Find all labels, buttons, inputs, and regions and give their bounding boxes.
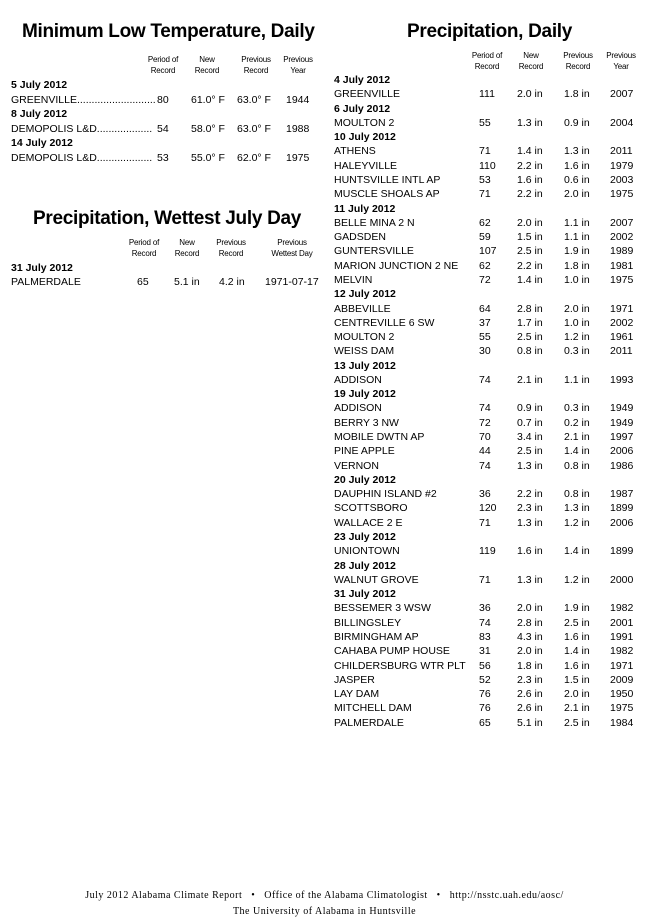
previous-record: 0.2 in bbox=[564, 416, 590, 429]
station-name: ADDISON bbox=[334, 373, 382, 386]
table-row bbox=[334, 516, 644, 530]
new-record: 0.7 in bbox=[517, 416, 543, 429]
previous-year: 2001 bbox=[610, 616, 634, 629]
new-record: 4.3 in bbox=[517, 630, 543, 643]
new-record: 2.0 in bbox=[517, 602, 543, 615]
date-heading: 13 July 2012 bbox=[334, 359, 396, 372]
previous-record: 1.5 in bbox=[564, 673, 590, 686]
new-record: 2.1 in bbox=[517, 373, 543, 386]
period-of-record: 53 bbox=[479, 174, 491, 186]
period-of-record: 30 bbox=[479, 345, 491, 358]
new-record: 2.2 in bbox=[517, 259, 543, 272]
table-row bbox=[334, 487, 644, 501]
table-row bbox=[334, 687, 644, 701]
station-name: JASPER bbox=[334, 673, 375, 686]
station-name: PINE APPLE bbox=[334, 445, 395, 458]
station-name: LAY DAM bbox=[334, 688, 380, 700]
previous-record: 1.8 in bbox=[564, 259, 590, 272]
previous-record: 0.3 in bbox=[564, 402, 590, 415]
period-of-record: 80 bbox=[157, 93, 169, 106]
previous-year: 1991 bbox=[610, 630, 634, 643]
period-of-record: 44 bbox=[479, 445, 491, 458]
new-record: 2.0 in bbox=[517, 88, 543, 101]
period-of-record: 71 bbox=[479, 188, 491, 201]
table-row bbox=[334, 230, 644, 244]
period-of-record: 64 bbox=[479, 302, 491, 315]
previous-year: 1975 bbox=[610, 273, 634, 286]
station-name: HUNTSVILLE INTL AP bbox=[334, 174, 441, 186]
station-name: GUNTERSVILLE bbox=[334, 245, 414, 258]
previous-year: 1987 bbox=[610, 488, 634, 501]
station-name: VERNON bbox=[334, 459, 379, 472]
table-row bbox=[334, 716, 644, 730]
new-record: 1.6 in bbox=[517, 174, 543, 186]
table-row bbox=[334, 302, 644, 316]
min-low-header-period: Period of Record bbox=[147, 55, 179, 75]
previous-record: 2.0 in bbox=[564, 302, 590, 315]
wettest-title: Precipitation, Wettest July Day bbox=[33, 208, 302, 229]
station-name: BERRY 3 NW bbox=[334, 416, 399, 429]
previous-record: 0.6 in bbox=[564, 174, 590, 186]
previous-record: 1.2 in bbox=[564, 573, 590, 586]
previous-record: 2.5 in bbox=[564, 616, 590, 629]
date-heading: 12 July 2012 bbox=[334, 288, 396, 301]
period-of-record: 107 bbox=[479, 245, 497, 258]
new-record: 58.0° F bbox=[191, 122, 225, 135]
period-of-record: 74 bbox=[479, 402, 491, 415]
period-of-record: 36 bbox=[479, 488, 491, 501]
previous-record: 1.8 in bbox=[564, 88, 590, 101]
table-row bbox=[11, 275, 331, 289]
table-row bbox=[334, 416, 644, 430]
precip-header-new: New Record bbox=[518, 51, 544, 71]
new-record: 3.4 in bbox=[517, 431, 543, 443]
table-row bbox=[334, 459, 644, 473]
new-record: 2.0 in bbox=[517, 645, 543, 658]
previous-record: 1.2 in bbox=[564, 516, 590, 529]
period-of-record: 56 bbox=[479, 659, 491, 672]
period-of-record: 119 bbox=[479, 545, 496, 558]
period-of-record: 72 bbox=[479, 416, 491, 429]
table-row bbox=[11, 122, 331, 136]
table-row bbox=[11, 151, 331, 165]
table-row bbox=[334, 159, 644, 173]
previous-year: 1949 bbox=[610, 416, 634, 429]
station-name: GREENVILLE bbox=[334, 88, 400, 101]
previous-year: 2011 bbox=[610, 345, 633, 358]
table-row bbox=[334, 444, 644, 458]
table-row bbox=[334, 344, 644, 358]
new-record: 1.3 in bbox=[517, 116, 543, 129]
station-name: UNIONTOWN bbox=[334, 545, 400, 558]
previous-year: 1971 bbox=[610, 302, 634, 315]
table-row bbox=[334, 630, 644, 644]
station-name: GADSDEN bbox=[334, 231, 386, 244]
min-low-header-new: New Record bbox=[194, 55, 220, 75]
precip-header-year: Previous Year bbox=[606, 51, 636, 71]
period-of-record: 62 bbox=[479, 216, 491, 229]
previous-year: 2002 bbox=[610, 231, 634, 244]
previous-year: 1975 bbox=[286, 151, 310, 164]
station-name: CAHABA PUMP HOUSE bbox=[334, 645, 450, 658]
new-record: 2.5 in bbox=[517, 445, 543, 458]
previous-record: 1.3 in bbox=[564, 145, 590, 158]
station-label: GREENVILLE bbox=[11, 93, 77, 106]
previous-year: 2003 bbox=[610, 174, 634, 186]
previous-year: 1949 bbox=[610, 402, 634, 415]
date-heading: 11 July 2012 bbox=[334, 202, 396, 215]
new-record: 1.3 in bbox=[517, 573, 543, 586]
station-name: MITCHELL DAM bbox=[334, 702, 412, 715]
period-of-record: 65 bbox=[137, 276, 149, 288]
station-name: MOBILE DWTN AP bbox=[334, 431, 425, 443]
previous-year: 2009 bbox=[610, 673, 634, 686]
min-low-header-year: Previous Year bbox=[283, 55, 313, 75]
new-record: 2.3 in bbox=[517, 502, 543, 515]
footer-line-1: July 2012 Alabama Climate Report • Office of the Alabama Climatologist • http://nsstc.uah.edu/aosc/ bbox=[85, 890, 564, 901]
previous-record: 1.6 in bbox=[564, 630, 590, 643]
period-of-record: 74 bbox=[479, 459, 491, 472]
period-of-record: 52 bbox=[479, 673, 491, 686]
new-record: 2.8 in bbox=[517, 302, 543, 315]
previous-year: 1986 bbox=[610, 459, 634, 472]
station-name: MARION JUNCTION 2 NE bbox=[334, 259, 459, 272]
table-row bbox=[334, 187, 644, 201]
table-row bbox=[334, 501, 644, 515]
table-row bbox=[334, 573, 644, 587]
station-name: WALLACE 2 E bbox=[334, 516, 403, 529]
previous-record: 2.1 in bbox=[564, 431, 590, 443]
previous-record: 1.3 in bbox=[564, 502, 590, 515]
period-of-record: 72 bbox=[479, 273, 491, 286]
previous-year: 1982 bbox=[610, 645, 634, 658]
station-name bbox=[11, 151, 152, 165]
period-of-record: 111 bbox=[479, 88, 495, 101]
station-label: DEMOPOLIS L&D bbox=[11, 122, 97, 135]
previous-year: 2000 bbox=[610, 573, 634, 586]
date-heading: 20 July 2012 bbox=[334, 473, 396, 486]
table-row bbox=[334, 173, 644, 187]
previous-year: 1899 bbox=[610, 502, 634, 515]
previous-record: 1.4 in bbox=[564, 445, 590, 458]
new-record: 1.6 in bbox=[517, 545, 543, 558]
table-row bbox=[11, 93, 331, 107]
station-name: MELVIN bbox=[334, 273, 373, 286]
period-of-record: 76 bbox=[479, 688, 491, 700]
station-name: CHILDERSBURG WTR PLT bbox=[334, 659, 466, 672]
previous-year: 1981 bbox=[610, 259, 634, 272]
previous-year: 1979 bbox=[610, 159, 634, 172]
wettest-date: 31 July 2012 bbox=[11, 262, 73, 274]
previous-record: 1.2 in bbox=[564, 331, 590, 343]
previous-record: 0.9 in bbox=[564, 116, 590, 129]
table-row bbox=[334, 330, 644, 344]
period-of-record: 62 bbox=[479, 259, 491, 272]
station-name: BILLINGSLEY bbox=[334, 616, 402, 629]
date-heading: 31 July 2012 bbox=[334, 588, 396, 601]
station-name: PALMERDALE bbox=[11, 276, 81, 288]
previous-record: 63.0° F bbox=[237, 93, 271, 106]
date-heading: 28 July 2012 bbox=[334, 559, 396, 572]
new-record: 1.4 in bbox=[517, 273, 543, 286]
table-row bbox=[334, 144, 644, 158]
new-record: 2.5 in bbox=[517, 245, 543, 258]
station-name: MOULTON 2 bbox=[334, 331, 395, 343]
new-record: 0.9 in bbox=[517, 402, 543, 415]
previous-year: 2006 bbox=[610, 445, 634, 458]
table-row bbox=[334, 616, 644, 630]
previous-record: 1.4 in bbox=[564, 645, 590, 658]
date-heading: 23 July 2012 bbox=[334, 531, 396, 543]
leader-dots: ................... bbox=[96, 122, 153, 135]
period-of-record: 37 bbox=[479, 316, 491, 329]
previous-record: 1.0 in bbox=[564, 316, 590, 329]
period-of-record: 65 bbox=[479, 716, 491, 729]
new-record: 2.2 in bbox=[517, 488, 543, 501]
previous-record: 1.0 in bbox=[564, 273, 590, 286]
date-heading: 6 July 2012 bbox=[334, 102, 391, 115]
date-heading: 8 July 2012 bbox=[11, 108, 68, 120]
station-name: MOULTON 2 bbox=[334, 116, 395, 129]
table-row bbox=[334, 87, 644, 101]
previous-record: 2.5 in bbox=[564, 716, 590, 729]
new-record: 55.0° F bbox=[191, 151, 225, 164]
new-record: 2.2 in bbox=[517, 159, 543, 172]
previous-record: 2.1 in bbox=[564, 702, 590, 715]
table-row bbox=[334, 401, 644, 415]
wettest-header-previous: Previous Record bbox=[216, 238, 246, 258]
station-name bbox=[11, 93, 156, 107]
leader-dots: ................... bbox=[96, 151, 153, 164]
station-label: DEMOPOLIS L&D bbox=[11, 151, 97, 164]
wettest-table bbox=[11, 261, 331, 291]
new-record: 2.2 in bbox=[517, 188, 543, 201]
wettest-header-wettest-day: Previous Wettest Day bbox=[271, 238, 313, 258]
station-name: SCOTTSBORO bbox=[334, 502, 408, 515]
station-name: MUSCLE SHOALS AP bbox=[334, 188, 440, 201]
new-record: 2.6 in bbox=[517, 688, 543, 700]
previous-year: 1950 bbox=[610, 688, 634, 700]
table-row bbox=[334, 701, 644, 715]
table-row bbox=[334, 430, 644, 444]
period-of-record: 120 bbox=[479, 502, 497, 515]
station-name: DAUPHIN ISLAND #2 bbox=[334, 488, 437, 501]
footer-line-2: The University of Alabama in Huntsville bbox=[232, 906, 417, 917]
new-record: 1.7 in bbox=[517, 316, 543, 329]
new-record: 1.4 in bbox=[517, 145, 543, 158]
period-of-record: 59 bbox=[479, 231, 491, 244]
table-row bbox=[334, 544, 644, 558]
precip-daily-title: Precipitation, Daily bbox=[407, 21, 573, 42]
previous-year: 1975 bbox=[610, 702, 634, 715]
previous-year: 1984 bbox=[610, 716, 634, 729]
station-name: ABBEVILLE bbox=[334, 302, 391, 315]
previous-year: 2006 bbox=[610, 516, 634, 529]
previous-record: 1.6 in bbox=[564, 159, 590, 172]
table-row bbox=[334, 673, 644, 687]
station-name: ATHENS bbox=[334, 145, 376, 158]
new-record: 61.0° F bbox=[191, 93, 225, 106]
new-record: 1.3 in bbox=[517, 516, 543, 529]
table-row bbox=[334, 116, 644, 130]
table-row bbox=[334, 259, 644, 273]
period-of-record: 110 bbox=[479, 159, 496, 172]
previous-year: 1997 bbox=[610, 431, 634, 443]
previous-record: 62.0° F bbox=[237, 151, 271, 164]
station-name: PALMERDALE bbox=[334, 716, 404, 729]
previous-record: 2.0 in bbox=[564, 188, 590, 201]
precip-header-period: Period of Record bbox=[471, 51, 503, 71]
previous-year: 1971 bbox=[610, 659, 634, 672]
leader-dots: ........................... bbox=[76, 93, 156, 106]
previous-year: 1944 bbox=[286, 93, 310, 106]
period-of-record: 53 bbox=[157, 151, 169, 164]
new-record: 2.3 in bbox=[517, 673, 543, 686]
precip-header-previous: Previous Record bbox=[563, 51, 593, 71]
table-row bbox=[334, 373, 644, 387]
min-low-title: Minimum Low Temperature, Daily bbox=[22, 21, 315, 42]
new-record: 2.0 in bbox=[517, 216, 543, 229]
new-record: 0.8 in bbox=[517, 345, 543, 358]
new-record: 2.8 in bbox=[517, 616, 543, 629]
min-low-table bbox=[11, 78, 331, 165]
new-record: 1.8 in bbox=[517, 659, 543, 672]
new-record: 5.1 in bbox=[174, 276, 200, 288]
table-row bbox=[334, 601, 644, 615]
table-row bbox=[334, 644, 644, 658]
date-heading: 5 July 2012 bbox=[11, 79, 68, 91]
table-row bbox=[334, 659, 644, 673]
station-name bbox=[11, 122, 152, 136]
period-of-record: 31 bbox=[479, 645, 491, 658]
previous-record: 2.0 in bbox=[564, 688, 590, 700]
date-heading: 19 July 2012 bbox=[334, 388, 396, 401]
period-of-record: 54 bbox=[157, 122, 169, 135]
period-of-record: 36 bbox=[479, 602, 491, 615]
previous-year: 2002 bbox=[610, 316, 634, 329]
previous-record: 0.8 in bbox=[564, 488, 590, 501]
period-of-record: 74 bbox=[479, 616, 491, 629]
previous-year: 1993 bbox=[610, 373, 634, 386]
station-name: HALEYVILLE bbox=[334, 159, 398, 172]
period-of-record: 74 bbox=[479, 373, 491, 386]
table-row bbox=[334, 273, 644, 287]
new-record: 1.3 in bbox=[517, 459, 543, 472]
previous-record: 1.1 in bbox=[564, 373, 590, 386]
period-of-record: 76 bbox=[479, 702, 491, 715]
period-of-record: 71 bbox=[479, 145, 491, 158]
period-of-record: 55 bbox=[479, 116, 491, 129]
period-of-record: 70 bbox=[479, 431, 491, 443]
previous-year: 2007 bbox=[610, 88, 634, 101]
station-name: BIRMINGHAM AP bbox=[334, 630, 419, 643]
table-row bbox=[334, 316, 644, 330]
new-record: 1.5 in bbox=[517, 231, 543, 244]
period-of-record: 71 bbox=[479, 516, 491, 529]
new-record: 2.5 in bbox=[517, 331, 543, 343]
previous-record: 1.9 in bbox=[564, 245, 590, 258]
station-name: ADDISON bbox=[334, 402, 382, 415]
date-heading: 10 July 2012 bbox=[334, 131, 396, 144]
previous-year: 1988 bbox=[286, 122, 310, 135]
table-row bbox=[334, 244, 644, 258]
previous-year: 2004 bbox=[610, 116, 634, 129]
period-of-record: 55 bbox=[479, 331, 491, 343]
previous-year: 2011 bbox=[610, 145, 633, 158]
table-row bbox=[334, 216, 644, 230]
date-heading: 14 July 2012 bbox=[11, 137, 73, 149]
previous-record: 1.1 in bbox=[564, 216, 590, 229]
station-name: BESSEMER 3 WSW bbox=[334, 602, 431, 615]
previous-record: 0.3 in bbox=[564, 345, 590, 358]
previous-record: 0.8 in bbox=[564, 459, 590, 472]
previous-record: 4.2 in bbox=[219, 276, 245, 288]
station-name: CENTREVILLE 6 SW bbox=[334, 316, 435, 329]
previous-record: 63.0° F bbox=[237, 122, 271, 135]
new-record: 5.1 in bbox=[517, 716, 543, 729]
wettest-header-period: Period of Record bbox=[128, 238, 160, 258]
precip-daily-table bbox=[334, 73, 644, 730]
min-low-header-previous: Previous Record bbox=[241, 55, 271, 75]
previous-year: 1989 bbox=[610, 245, 634, 258]
wettest-header-new: New Record bbox=[174, 238, 200, 258]
date-heading: 4 July 2012 bbox=[334, 74, 391, 86]
previous-year: 1982 bbox=[610, 602, 634, 615]
previous-year: 2007 bbox=[610, 216, 634, 229]
period-of-record: 83 bbox=[479, 630, 491, 643]
period-of-record: 71 bbox=[479, 573, 491, 586]
new-record: 2.6 in bbox=[517, 702, 543, 715]
previous-record: 1.4 in bbox=[564, 545, 590, 558]
station-name: WEISS DAM bbox=[334, 345, 395, 358]
previous-year: 1975 bbox=[610, 188, 634, 201]
previous-record: 1.9 in bbox=[564, 602, 590, 615]
previous-record: 1.6 in bbox=[564, 659, 590, 672]
previous-year: 1961 bbox=[610, 331, 634, 343]
previous-record: 1.1 in bbox=[564, 231, 590, 244]
station-name: BELLE MINA 2 N bbox=[334, 216, 415, 229]
previous-wettest-day: 1971-07-17 bbox=[265, 276, 319, 288]
previous-year: 1899 bbox=[610, 545, 634, 558]
station-name: WALNUT GROVE bbox=[334, 573, 419, 586]
